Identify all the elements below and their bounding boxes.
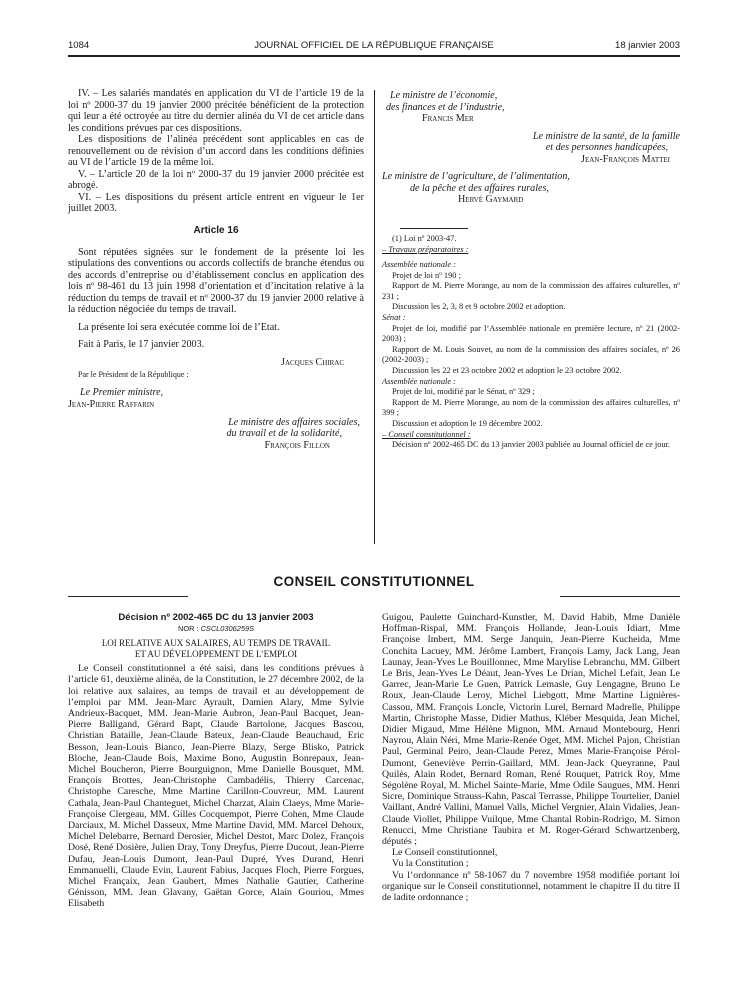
senat-item-3: Discussion les 22 et 23 octobre 2002 et adoption le 23 octobre 2002. [392, 366, 622, 376]
vu-line-2: Vu la Constitution ; [392, 858, 469, 870]
assemblee-item-6: Discussion et adoption le 19 décembre 2002. [392, 419, 543, 429]
economy-minister-name: Francis Mer [422, 113, 474, 125]
decision-right-column [382, 612, 680, 903]
senat-label: Sénat : [382, 313, 406, 323]
president-signature: Jacques Chirac [281, 356, 344, 368]
assemblee-item-2: Rapport de M. Pierre Morange, au nom de la commission des affaires culturelles, nº 231 ; [382, 281, 680, 301]
agriculture-minister-title-2: de la pêche et des affaires rurales, [410, 182, 549, 194]
prime-minister-name: Jean-Pierre Raffarin [68, 399, 155, 411]
conseil-label: – Conseil constitutionnel : [382, 429, 471, 439]
social-minister-name: François Fillon [264, 439, 330, 451]
social-minister-title-1: Le ministre des affaires sociales, [228, 416, 360, 428]
assemblee-item-1: Projet de loi nº 190 ; [392, 270, 461, 280]
assemblee-item-5: Rapport de M. Pierre Morange, au nom de la commission des affaires culturelles, nº 399 ; [382, 397, 680, 418]
nor-line [68, 623, 364, 634]
nor-label: NOR : [177, 624, 199, 634]
vu-line-1: Le Conseil constitutionnel, [392, 847, 498, 859]
decision-subject-2: ET AU DÉVELOPPEMENT DE L’EMPLOI [134, 648, 298, 659]
header-rule [68, 55, 680, 57]
page-number: 1084 [68, 40, 90, 51]
decision-left-column [68, 612, 364, 910]
health-minister-name: Jean-François Mattei [581, 153, 670, 165]
paragraph-vi: VI. – Les dispositions du présent article entrent en vigueur le 1er juillet 2003. [68, 191, 364, 215]
health-minister-title-2: et des personnes handicapées, [545, 142, 668, 154]
paragraph-iv-2: Les dispositions de l’alinéa précédent sont applicables en cas de renouvellement ou de révision d’un accord dans les conditions définies au VI de l’article 19 de la même loi. [68, 134, 364, 169]
column-divider [374, 90, 375, 544]
paragraph-v: V. – L’article 20 de la loi nº 2000-37 du 19 janvier 2000 précitée est abrogé. [68, 168, 364, 192]
economy-minister-title-2: des finances et de l’industrie, [386, 101, 505, 113]
article-heading: Article 16 [193, 225, 239, 237]
paragraph-iv: IV. – Les salariés mandatés en application du VI de l’article 19 de la loi nº 2000-37 du 19 janvier 2000 précitée bénéficient de la protection qui leur a été octroyée au titre du dernier alinéa du VI de cet article dans les conditions prévues par ces dispositions. [68, 88, 364, 134]
decision-body-left: Le Conseil constitutionnel a été saisi, dans les conditions prévues à l’article 61, deuxième alinéa, de la Constitution, le 27 décembre 2002, de la loi relative aux salaires, au temps de travail et au développement de l’emploi par MM. Jean-Marc Ayrault, Damien Alary, Mme Sylvie Andrieux-Bacquet, MM. Jean-Marie Aubron, Jean-Paul Bacquet, Jean-Pierre Balligand, Gérard Bapt, Claude Bartolone, Jacques Bascou, Christian Bataille, Jean-Claude Bateux, Jean-Claude Beauchaud, Eric Besson, Jean-Louis Bianco, Jean-Pierre Blazy, Serge Blisko, Patrick Bloche, Jean-Claude Bois, Maxime Bono, Augustin Bonrepaux, Jean-Michel Boucheron, Pierre Bourguignon, Mme Danielle Bousquet, MM. François Brottes, Jean-Christophe Cambadélis, Thierry Carcenac, Christophe Caresche, Mme Martine Carillon-Couvreur, MM. Laurent Cathala, Jean-Paul Chanteguet, Michel Charzat, Alain Claeys, Mme Marie-Françoise Clergeau, MM. Gilles Cocquempot, Pierre Cohen, Mme Claude Darciaux, M. Michel Dasseux, Mme Martine David, MM. Marcel Dehoux, Michel Delebarre, Bernard Derosier, Michel Destot, Marc Dolez, François Dosé, René Dosière, Julien Dray, Tony Dreyfus, Pierre Ducout, Jean-Pierre Dufau, Jean-Louis Dumont, Jean-Paul Dupré, Yves Durand, Henri Emmanuelli, Claude Evin, Laurent Fabius, Jacques Floch, Pierre Forgues, Michel Françaix, Jean Gaubert, Mmes Nathalie Gautier, Catherine Génisson, MM. Jean Glavany, Gaëtan Gorce, Alain Gouriou, Mmes Elisabeth [68, 663, 364, 910]
section-rule-left [68, 596, 188, 597]
agriculture-minister-title-1: Le ministre de l’agriculture, de l’alimentation, [382, 171, 570, 183]
conseil-text: Décision nº 2002-465 DC du 13 janvier 2003 publiée au Journal officiel de ce jour. [392, 440, 671, 450]
economy-minister-title-1: Le ministre de l’économie, [390, 90, 498, 101]
by-president-line: Par le Président de la République : [78, 370, 189, 380]
section-rule-right [560, 596, 680, 597]
senat-item-2: Rapport de M. Louis Souvet, au nom de la commission des affaires sociales, nº 26 (2002-2003) ; [382, 344, 680, 365]
decision-title: Décision nº 2002-465 DC du 13 janvier 2003 [118, 612, 314, 623]
travaux-label: – Travaux préparatoires : [382, 244, 469, 254]
done-at-line: Fait à Paris, le 17 janvier 2003. [78, 339, 205, 351]
agriculture-minister-name: Hervé Gaymard [458, 194, 524, 206]
execution-line: La présente loi sera exécutée comme loi de l’Etat. [78, 321, 280, 333]
assemblee-item-3: Discussion les 2, 3, 8 et 9 octobre 2002 et adoption. [392, 302, 566, 312]
assemblee-label-2: Assemblée nationale : [382, 376, 456, 386]
prime-minister-title: Le Premier ministre, [80, 387, 164, 399]
footnote-rule [400, 228, 468, 229]
decision-subject-1: LOI RELATIVE AUX SALAIRES, AU TEMPS DE TRAVAIL [101, 638, 331, 649]
assemblee-label-1: Assemblée nationale : [382, 260, 456, 270]
article-text: Sont réputées signées sur le fondement de la présente loi les stipulations des conventions ou accords collectifs de branche étendus ou des accords d’entreprise ou d’établissement conclus en application des lois nº 98-461 du 13 juin 1998 d’orientation et d’incitation relative à la réduction du temps de travail et nº 2000-37 du 19 janvier 2000 relative à la réduction négociée du temps de travail. [68, 246, 364, 316]
vu-line-3: Vu l’ordonnance nº 58-1067 du 7 novembre 1958 modifiée portant loi organique sur le Conseil constitutionnel, notamment le chapitre II du titre II de ladite ordonnance ; [382, 869, 680, 904]
senat-item-1: Projet de loi, modifié par l’Assemblée nationale en première lecture, nº 21 (2002-2003) ; [382, 323, 680, 344]
assemblee-item-4: Projet de loi, modifié par le Sénat, nº 329 ; [392, 387, 535, 397]
journal-title: JOURNAL OFFICIEL DE LA RÉPUBLIQUE FRANÇAISE [254, 40, 494, 51]
footnote-reference: (1) Loi nº 2003-47. [392, 233, 457, 243]
health-minister-title-1: Le ministre de la santé, de la famille [532, 130, 680, 142]
left-top-column [68, 88, 364, 451]
section-title: CONSEIL CONSTITUTIONNEL [273, 574, 475, 589]
nor-code: CSCL0306259S [200, 624, 254, 634]
social-minister-title-2: du travail et de la solidarité, [226, 428, 342, 440]
decision-body-right: Guigou, Paulette Guinchard-Kunstler, M. David Habib, Mme Danièle Hoffman-Rispal, MM. François Hollande, Jean-Louis Idiart, Mme Françoise Imbert, MM. Serge Janquin, Jean-Pierre Kucheida, Mme Conchita Lacuey, MM. Jérôme Lambert, François Lamy, Jack Lang, Jean Launay, Jean-Yves Le Bouillonnec, Mme Marylise Lebranchu, MM. Gilbert Le Bris, Jean-Yves Le Déaut, Jean-Yves Le Drian, Michel Lefait, Jean Le Garrec, Jean-Marie Le Guen, Patrick Lemasle, Guy Lengagne, Bruno Le Roux, Jean-Claude Leroy, Michel Liebgott, Mme Martine Lignières-Cassou, MM. François Loncle, Victorin Lurel, Bernard Madrelle, Philippe Martin, Christophe Masse, Didier Mathus, Kléber Mesquida, Jean Michel, Didier Migaud, Mme Hélène Mignon, MM. Arnaud Montebourg, Henri Nayrou, Alain Néri, Mme Marie-Renée Oget, MM. Michel Pajon, Christian Paul, Germinal Peiro, Jean-Claude Perez, Mmes Marie-Françoise Pérol-Dumont, Geneviève Perrin-Gaillard, MM. Jean-Jack Queyranne, Paul Quilès, Alain Rodet, Bernard Roman, René Rouquet, Patrick Roy, Mme Ségolène Royal, M. Michel Sainte-Marie, Mme Odile Saugues, MM. Henri Sicre, Dominique Strauss-Kahn, Pascal Terrasse, Philippe Tourtelier, Daniel Vaillant, André Vallini, Manuel Valls, Michel Vergnier, Alain Vidalies, Jean-Claude Viollet, Philippe Vuilque, Mme Chantal Robin-Rodrigo, M. Simon Renucci, Mme Christiane Taubira et M. Roger-Gérard Schwartzenberg, députés ; [382, 612, 680, 848]
issue-date: 18 janvier 2003 [615, 40, 680, 51]
footnote-block [382, 234, 680, 451]
right-top-column [382, 90, 680, 451]
